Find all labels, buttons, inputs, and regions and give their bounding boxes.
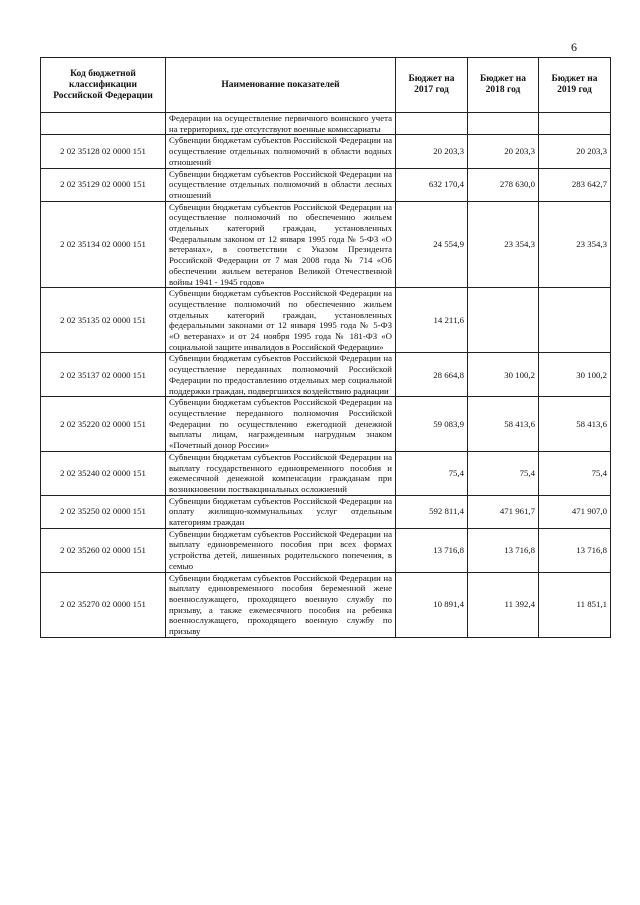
row-budget-2019: 13 716,8 <box>539 528 611 572</box>
row-name: Субвенции бюджетам субъектов Российской Федерации на осуществление отдельных полномочий в области лесных отношений <box>166 168 396 201</box>
row-code: 2 02 35260 02 0000 151 <box>41 528 166 572</box>
table-row <box>41 288 611 353</box>
table-row <box>41 572 611 637</box>
row-budget-2018: 471 961,7 <box>468 495 539 528</box>
row-code: 2 02 35129 02 0000 151 <box>41 168 166 201</box>
row-code: 2 02 35240 02 0000 151 <box>41 451 166 495</box>
row-budget-2019: 283 642,7 <box>539 168 611 201</box>
table-row <box>41 353 611 397</box>
row-budget-2019: 58 413,6 <box>539 397 611 452</box>
table-row <box>41 113 611 135</box>
row-name: Субвенции бюджетам субъектов Российской Федерации на выплату государственного единовременного пособия и ежемесячной денежной компенсации гражданам при возникновении поствакцинальных осложнений <box>166 451 396 495</box>
row-code: 2 02 35135 02 0000 151 <box>41 288 166 353</box>
row-budget-2018: 75,4 <box>468 451 539 495</box>
row-budget-2018: 278 630,0 <box>468 168 539 201</box>
row-name: Федерации на осуществление первичного воинского учета на территориях, где отсутствуют военные комиссариаты <box>166 113 396 135</box>
row-budget-2017: 59 083,9 <box>396 397 468 452</box>
row-name: Субвенции бюджетам субъектов Российской Федерации на осуществление отдельных полномочий в области водных отношений <box>166 135 396 168</box>
row-budget-2019: 11 851,1 <box>539 572 611 637</box>
table-row <box>41 135 611 168</box>
row-code: 2 02 35137 02 0000 151 <box>41 353 166 397</box>
row-budget-2018 <box>468 113 539 135</box>
row-budget-2019: 471 907,0 <box>539 495 611 528</box>
row-budget-2019: 23 354,3 <box>539 201 611 288</box>
row-budget-2018: 13 716,8 <box>468 528 539 572</box>
row-budget-2017: 592 811,4 <box>396 495 468 528</box>
row-name: Субвенции бюджетам субъектов Российской Федерации на осуществление переданных полномочий Российской Федерации по предоставлению отдельных мер социальной поддержки граждан, подвергшихся воздействию радиации <box>166 353 396 397</box>
budget-table <box>40 57 611 638</box>
row-budget-2017: 14 211,6 <box>396 288 468 353</box>
row-budget-2018 <box>468 288 539 353</box>
row-budget-2018: 58 413,6 <box>468 397 539 452</box>
page-number: 6 <box>571 40 577 54</box>
row-name: Субвенции бюджетам субъектов Российской Федерации на выплату единовременного пособия беременной жене военнослужащего, проходящего военную службу по призыву, а также ежемесячного пособия на ребенка военнослужащего, проходящего военную службу по призыву <box>166 572 396 637</box>
row-budget-2019: 30 100,2 <box>539 353 611 397</box>
row-budget-2018: 30 100,2 <box>468 353 539 397</box>
table-row <box>41 495 611 528</box>
row-budget-2019: 20 203,3 <box>539 135 611 168</box>
row-budget-2017: 75,4 <box>396 451 468 495</box>
row-name: Субвенции бюджетам субъектов Российской Федерации на выплату единовременного пособия при всех формах устройства детей, лишенных родительского попечения, в семью <box>166 528 396 572</box>
row-budget-2019: 75,4 <box>539 451 611 495</box>
row-name: Субвенции бюджетам субъектов Российской Федерации на осуществление полномочий по обеспечению жильем отдельных категорий граждан, установленных федеральными законами от 12 января 1995 года № 5-ФЗ «О ветеранах» и от 24 ноября 1995 года № 181-ФЗ «О социальной защите инвалидов в Российской Федерации» <box>166 288 396 353</box>
row-budget-2019 <box>539 113 611 135</box>
row-budget-2017: 20 203,3 <box>396 135 468 168</box>
row-budget-2017: 632 170,4 <box>396 168 468 201</box>
table-header-row <box>41 58 611 113</box>
row-budget-2018: 20 203,3 <box>468 135 539 168</box>
row-code: 2 02 35270 02 0000 151 <box>41 572 166 637</box>
header-budget-2018: Бюджет на 2018 год <box>468 58 539 113</box>
row-name: Субвенции бюджетам субъектов Российской Федерации на осуществление переданного полномочия Российской Федерации по осуществлению ежегодной денежной выплаты лицам, награжденным нагрудным знаком «Почетный донор России» <box>166 397 396 452</box>
row-budget-2017: 24 554,9 <box>396 201 468 288</box>
table-row <box>41 528 611 572</box>
table-row <box>41 201 611 288</box>
table-row <box>41 168 611 201</box>
row-name: Субвенции бюджетам субъектов Российской Федерации на оплату жилищно-коммунальных услуг отдельным категориям граждан <box>166 495 396 528</box>
header-budget-2017: Бюджет на 2017 год <box>396 58 468 113</box>
table-row <box>41 451 611 495</box>
row-name: Субвенции бюджетам субъектов Российской Федерации на осуществление полномочий по обеспечению жильем отдельных категорий граждан, установленных Федеральным законом от 12 января 1995 года № 5-ФЗ «О ветеранах», в соответствии с Указом Президента Российской Федерации от 7 мая 2008 года № 714 «Об обеспечении жильем ветеранов Великой Отечественной войны 1941 - 1945 годов» <box>166 201 396 288</box>
row-code: 2 02 35220 02 0000 151 <box>41 397 166 452</box>
row-budget-2017: 28 664,8 <box>396 353 468 397</box>
header-budget-2019: Бюджет на 2019 год <box>539 58 611 113</box>
row-budget-2019 <box>539 288 611 353</box>
row-budget-2017: 10 891,4 <box>396 572 468 637</box>
row-budget-2017: 13 716,8 <box>396 528 468 572</box>
row-code: 2 02 35128 02 0000 151 <box>41 135 166 168</box>
row-code: 2 02 35134 02 0000 151 <box>41 201 166 288</box>
row-budget-2018: 11 392,4 <box>468 572 539 637</box>
row-code <box>41 113 166 135</box>
table-row <box>41 397 611 452</box>
row-budget-2017 <box>396 113 468 135</box>
header-code: Код бюджетной классификации Российской Федерации <box>41 58 166 113</box>
row-code: 2 02 35250 02 0000 151 <box>41 495 166 528</box>
header-name: Наименование показателей <box>166 58 396 113</box>
row-budget-2018: 23 354,3 <box>468 201 539 288</box>
